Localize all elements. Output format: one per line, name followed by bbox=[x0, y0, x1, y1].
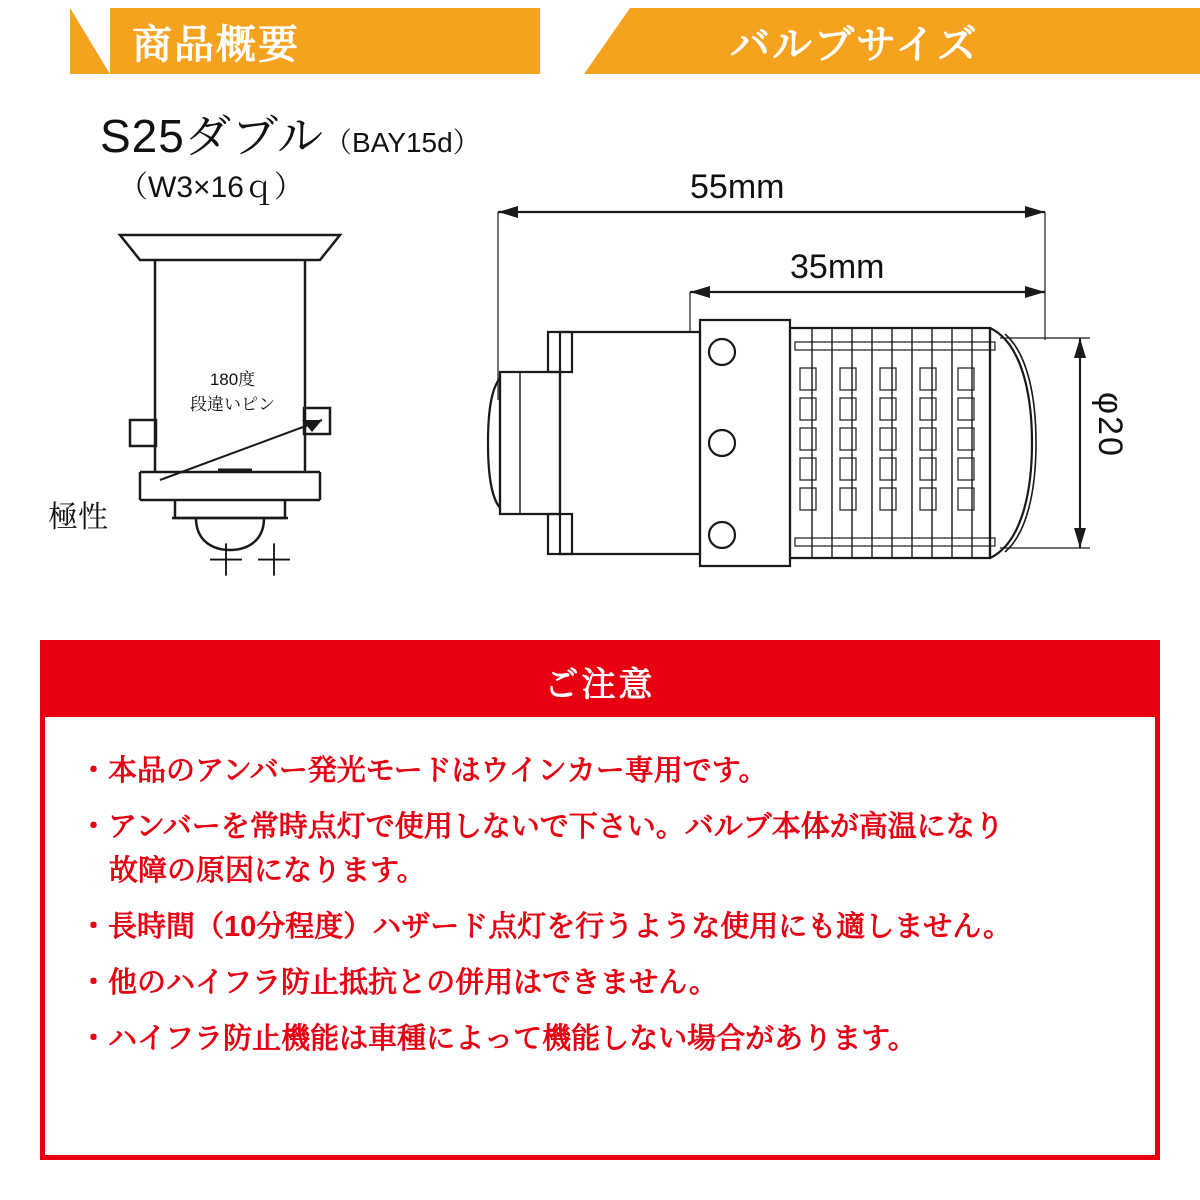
bulb-type-code: （BAY15d） bbox=[324, 127, 481, 158]
header-overview-title: 商品概要 bbox=[132, 22, 300, 67]
header-bulb-size bbox=[630, 8, 1200, 74]
caution-item-text: ・長時間（10分程度）ハザード点灯を行うような使用にも適しません。 bbox=[79, 911, 1012, 944]
caution-item-continuation: 故障の原因になります。 bbox=[109, 855, 426, 888]
header-bulb-size-title: バルブサイズ bbox=[730, 22, 979, 67]
led-bulb-drawing bbox=[0, 80, 1200, 620]
caution-header bbox=[45, 645, 1155, 717]
bulb-type-sub: （W3×16ｑ） bbox=[118, 171, 304, 204]
polarity-label: 極性 bbox=[48, 501, 108, 534]
dimension-body-length: 35mm bbox=[790, 248, 885, 286]
header-overview bbox=[110, 8, 540, 74]
caution-item-text: ・本品のアンバー発光モードはウインカー専用です。 bbox=[79, 755, 768, 787]
dimension-diameter: φ20 bbox=[1091, 392, 1129, 458]
caution-title: ご注意 bbox=[544, 665, 656, 704]
dimension-total-length: 55mm bbox=[690, 168, 785, 206]
caution-item-text: ・ハイフラ防止機能は車種によって機能しない場合があります。 bbox=[79, 1023, 917, 1056]
caution-list bbox=[45, 717, 1155, 1061]
caution-item bbox=[79, 905, 1121, 949]
pin-note-line1: 180度 bbox=[209, 370, 256, 389]
caution-item bbox=[79, 961, 1121, 1005]
caution-item bbox=[79, 749, 1121, 793]
diagram-section bbox=[0, 80, 1200, 620]
polarity-marks: ＋＋ bbox=[205, 537, 302, 584]
caution-item bbox=[79, 805, 1121, 893]
bulb-type-main: S25ダブル bbox=[100, 110, 325, 162]
caution-box bbox=[40, 640, 1160, 1160]
caution-item-text: ・他のハイフラ防止抵抗との併用はできません。 bbox=[79, 967, 718, 1000]
caution-item bbox=[79, 1017, 1121, 1061]
pin-note-line2: 段違いピン bbox=[190, 394, 275, 414]
caution-item-text: ・アンバーを常時点灯で使用しないで下さい。バルブ本体が高温になり bbox=[79, 811, 1004, 844]
